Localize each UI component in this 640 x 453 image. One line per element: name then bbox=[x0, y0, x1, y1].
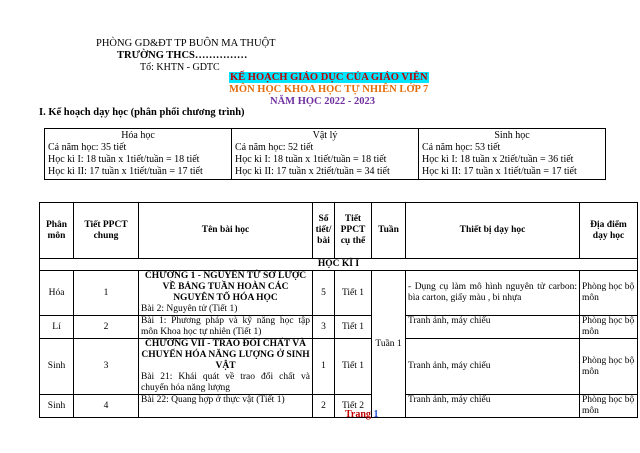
cell-location: Phòng học bộ môn bbox=[580, 271, 638, 316]
chapter-title: CHƯƠNG VII - TRAO ĐỔI CHẤT VÀ CHUYỂN HÓA NĂNG LƯỢNG Ở SINH VẬT bbox=[141, 339, 310, 371]
summary-year: Cả năm học: 52 tiết bbox=[235, 142, 314, 153]
department-name: PHÒNG GD&ĐT TP BUÔN MA THUỘT bbox=[96, 38, 276, 49]
table-row bbox=[40, 316, 638, 339]
cell-equipment: Tranh ảnh, máy chiếu bbox=[406, 316, 580, 339]
summary-term1: Học kì I: 18 tuần x 1tiết/tuần = 18 tiết bbox=[48, 154, 200, 165]
summary-subject: Hóa học bbox=[121, 130, 155, 141]
term-label: HỌC KÌ I bbox=[40, 259, 638, 271]
cell-specific: Tiết 1 bbox=[335, 271, 372, 316]
table-header-row bbox=[40, 203, 638, 259]
col-lesson: Tên bài học bbox=[139, 203, 313, 259]
summary-term1: Học kì I: 18 tuần x 2tiết/tuần = 36 tiết bbox=[422, 154, 574, 165]
cell-periods: 5 bbox=[313, 271, 335, 316]
cell-location: Phòng học bộ môn bbox=[580, 395, 638, 418]
plan-subject: MÔN HỌC KHOA HỌC TỰ NHIÊN LỚP 7 bbox=[229, 84, 429, 95]
col-location: Địa điểm dạy học bbox=[580, 203, 638, 259]
summary-biology bbox=[419, 129, 606, 180]
cell-periods: 1 bbox=[313, 339, 335, 395]
cell-lesson: Bài 1: Phương pháp và kỹ năng học tập môn Khoa học tự nhiên (Tiết 1) bbox=[139, 316, 313, 339]
cell-subject: Lí bbox=[40, 316, 74, 339]
summary-subject: Sinh học bbox=[494, 130, 530, 141]
plan-title: KẾ HOẠCH GIÁO DỤC CỦA GIÁO VIÊN bbox=[230, 72, 428, 83]
cell-specific: Tiết 1 bbox=[335, 316, 372, 339]
table-row bbox=[40, 395, 638, 418]
cell-location: Phòng học bộ môn bbox=[580, 316, 638, 339]
col-subject: Phân môn bbox=[40, 203, 74, 259]
summary-year: Cả năm học: 35 tiết bbox=[48, 142, 127, 153]
cell-ppct: 3 bbox=[74, 339, 139, 395]
cell-lesson bbox=[139, 339, 313, 395]
summary-term2: Học kì II: 17 tuần x 2tiết/tuần = 34 tiết bbox=[235, 166, 390, 177]
lesson-schedule-table bbox=[39, 202, 638, 418]
cell-equipment: Tranh ảnh, máy chiếu bbox=[406, 395, 580, 418]
cell-ppct: 4 bbox=[74, 395, 139, 418]
page-footer bbox=[345, 409, 378, 420]
group-name: Tổ: KHTN - GDTC bbox=[140, 62, 220, 73]
plan-year: NĂM HỌC 2022 - 2023 bbox=[270, 96, 375, 107]
summary-term2: Học kì II: 17 tuần x 1tiết/tuần = 17 tiết bbox=[422, 166, 577, 177]
cell-subject: Sinh bbox=[40, 339, 74, 395]
summary-term2: Học kì II: 17 tuần x 1tiết/tuần = 17 tiết bbox=[48, 166, 203, 177]
cell-location: Phòng học bộ môn bbox=[580, 339, 638, 395]
summary-term1: Học kì I: 18 tuần x 1tiết/tuần = 18 tiết bbox=[235, 154, 387, 165]
summary-subject: Vật lý bbox=[312, 130, 338, 141]
section-heading: I. Kế hoạch dạy học (phân phối chương trình) bbox=[39, 107, 245, 118]
cell-specific: Tiết 1 bbox=[335, 339, 372, 395]
cell-equipment: Tranh ảnh, máy chiếu bbox=[406, 339, 580, 395]
col-ppct-specific: Tiết PPCT cụ thể bbox=[335, 203, 372, 259]
summary-physics bbox=[232, 129, 419, 180]
cell-lesson bbox=[139, 271, 313, 316]
col-equipment: Thiết bị dạy học bbox=[406, 203, 580, 259]
cell-subject: Sinh bbox=[40, 395, 74, 418]
lesson-title: Bài 21: Khái quát về trao đổi chất và chuyển hóa năng lượng bbox=[141, 372, 310, 393]
cell-ppct: 1 bbox=[74, 271, 139, 316]
summary-row bbox=[45, 129, 606, 180]
page-number: 1 bbox=[373, 409, 379, 420]
term-row bbox=[40, 259, 638, 271]
lesson-title: Bài 2: Nguyên tử (Tiết 1) bbox=[141, 304, 238, 314]
cell-subject: Hóa bbox=[40, 271, 74, 316]
period-summary-table bbox=[44, 128, 606, 180]
cell-ppct: 2 bbox=[74, 316, 139, 339]
col-periods: Số tiết/ bài bbox=[313, 203, 335, 259]
cell-equipment: - Dụng cụ làm mô hình nguyên tử carbon: bìa carton, giấy màu , bi nhựa bbox=[406, 271, 580, 316]
summary-year: Cả năm học: 53 tiết bbox=[422, 142, 501, 153]
table-row bbox=[40, 339, 638, 395]
cell-week: Tuần 1 bbox=[372, 271, 406, 418]
table-row bbox=[40, 271, 638, 316]
col-ppct: Tiết PPCT chung bbox=[74, 203, 139, 259]
cell-specific: Tiết 2 bbox=[335, 395, 372, 418]
summary-chemistry bbox=[45, 129, 232, 180]
col-week: Tuần bbox=[372, 203, 406, 259]
chapter-title: CHƯƠNG 1 - NGUYÊN TỬ SƠ LƯỢC VỀ BẢNG TUẦN HOÀN CÁC NGUYÊN TỐ HÓA HỌC bbox=[144, 271, 307, 303]
cell-periods: 3 bbox=[313, 316, 335, 339]
school-name: TRƯỜNG THCS…………… bbox=[117, 50, 248, 61]
cell-periods: 2 bbox=[313, 395, 335, 418]
page-label: Trang bbox=[345, 409, 371, 420]
cell-lesson: Bài 22: Quang hợp ở thực vật (Tiết 1) bbox=[139, 395, 313, 418]
